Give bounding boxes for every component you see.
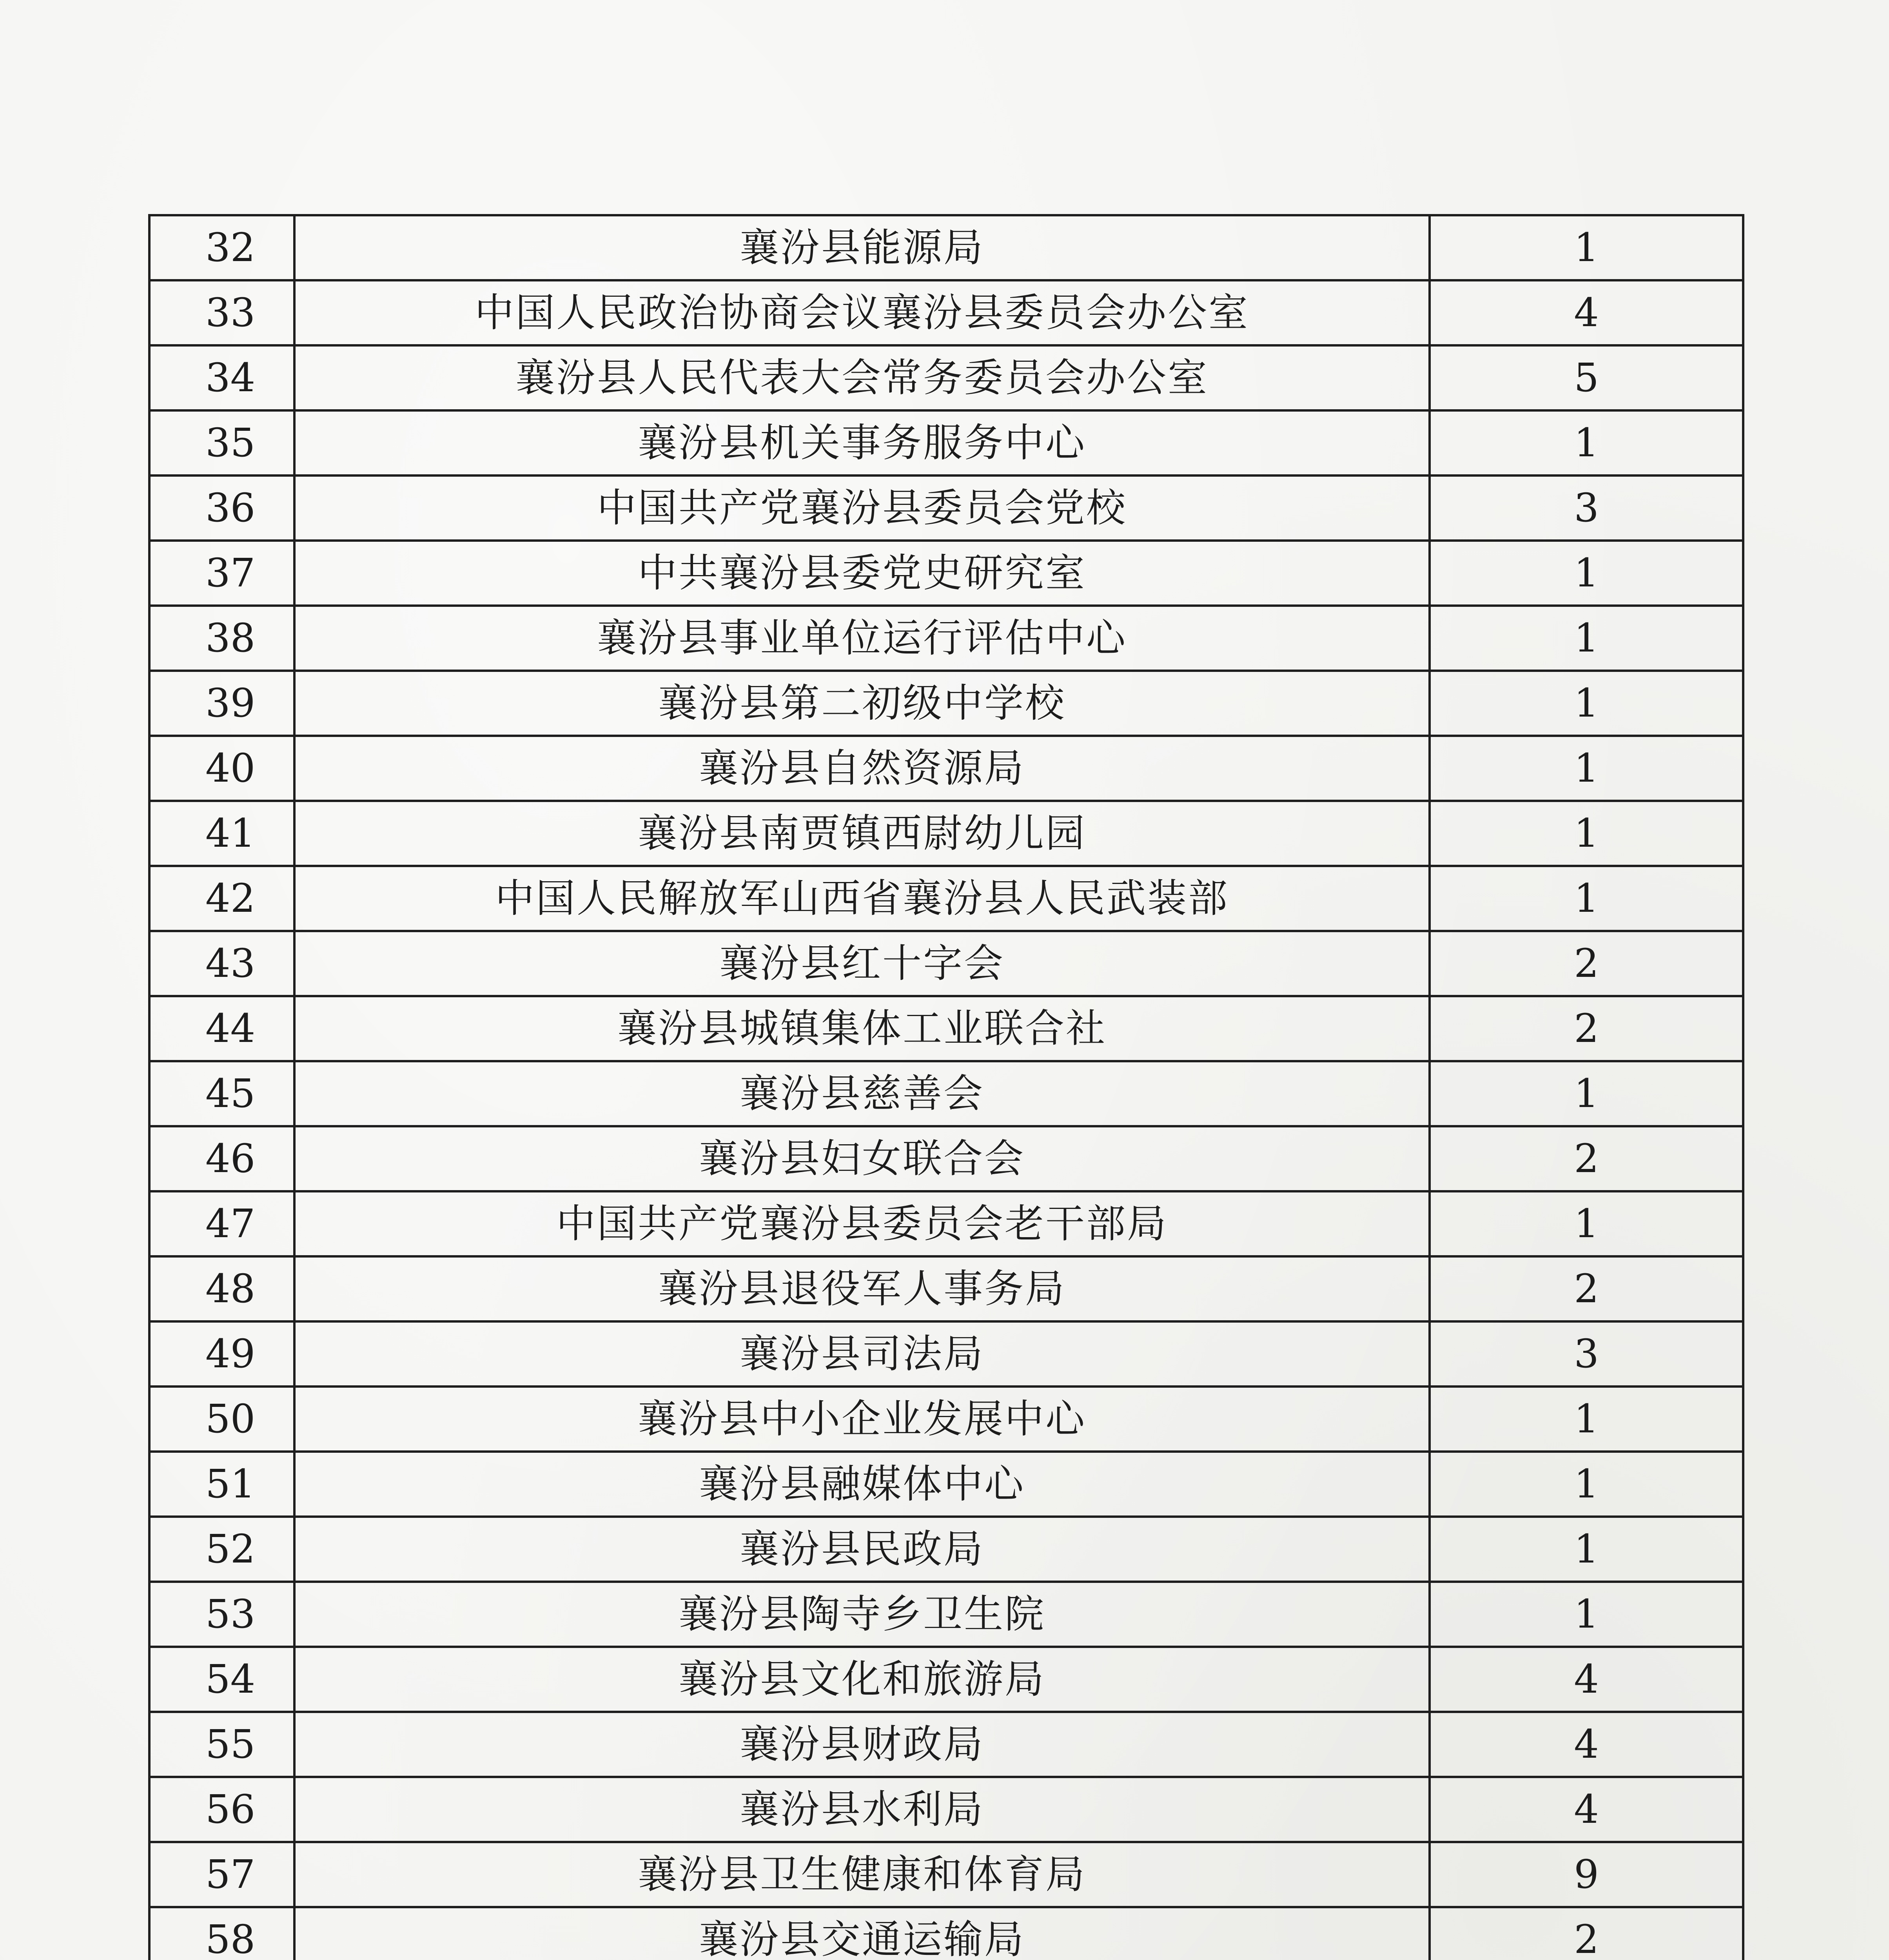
- table-row: [149, 801, 1743, 866]
- unit-name-cell: 中国共产党襄汾县委员会老干部局: [294, 1191, 1430, 1256]
- row-number-cell: 57: [149, 1842, 294, 1907]
- table-row: [149, 1061, 1743, 1126]
- unit-name-cell: 襄汾县事业单位运行评估中心: [294, 606, 1430, 671]
- row-number-cell: 53: [149, 1582, 294, 1647]
- count-cell: 4: [1430, 1712, 1743, 1777]
- row-number-cell: 49: [149, 1321, 294, 1387]
- count-cell: 2: [1430, 996, 1743, 1061]
- table-row: [149, 866, 1743, 931]
- table-row: [149, 1647, 1743, 1712]
- table-row: [149, 931, 1743, 996]
- row-number-cell: 42: [149, 866, 294, 931]
- unit-name-cell: 襄汾县财政局: [294, 1712, 1430, 1777]
- table-body: [149, 215, 1743, 1960]
- unit-name-cell: 襄汾县第二初级中学校: [294, 671, 1430, 736]
- count-cell: 4: [1430, 280, 1743, 345]
- count-cell: 5: [1430, 345, 1743, 410]
- table-row: [149, 410, 1743, 475]
- unit-count-table: [148, 214, 1744, 1960]
- row-number-cell: 46: [149, 1126, 294, 1191]
- row-number-cell: 39: [149, 671, 294, 736]
- row-number-cell: 51: [149, 1452, 294, 1517]
- row-number-cell: 50: [149, 1387, 294, 1452]
- unit-name-cell: 襄汾县妇女联合会: [294, 1126, 1430, 1191]
- unit-name-cell: 襄汾县融媒体中心: [294, 1452, 1430, 1517]
- count-cell: 1: [1430, 1191, 1743, 1256]
- unit-name-cell: 襄汾县自然资源局: [294, 736, 1430, 801]
- unit-name-cell: 襄汾县机关事务服务中心: [294, 410, 1430, 475]
- unit-name-cell: 中共襄汾县委党史研究室: [294, 541, 1430, 606]
- unit-name-cell: 襄汾县交通运输局: [294, 1907, 1430, 1960]
- unit-name-cell: 中国人民解放军山西省襄汾县人民武装部: [294, 866, 1430, 931]
- unit-name-cell: 襄汾县民政局: [294, 1517, 1430, 1582]
- count-cell: 1: [1430, 606, 1743, 671]
- row-number-cell: 58: [149, 1907, 294, 1960]
- count-cell: 9: [1430, 1842, 1743, 1907]
- count-cell: 3: [1430, 475, 1743, 541]
- count-cell: 1: [1430, 671, 1743, 736]
- count-cell: 1: [1430, 866, 1743, 931]
- table-row: [149, 541, 1743, 606]
- row-number-cell: 43: [149, 931, 294, 996]
- table-row: [149, 1321, 1743, 1387]
- row-number-cell: 52: [149, 1517, 294, 1582]
- table-row: [149, 1582, 1743, 1647]
- table-row: [149, 280, 1743, 345]
- row-number-cell: 35: [149, 410, 294, 475]
- unit-name-cell: 襄汾县卫生健康和体育局: [294, 1842, 1430, 1907]
- row-number-cell: 44: [149, 996, 294, 1061]
- unit-name-cell: 襄汾县陶寺乡卫生院: [294, 1582, 1430, 1647]
- unit-name-cell: 中国人民政治协商会议襄汾县委员会办公室: [294, 280, 1430, 345]
- row-number-cell: 41: [149, 801, 294, 866]
- count-cell: 2: [1430, 931, 1743, 996]
- table-row: [149, 671, 1743, 736]
- row-number-cell: 34: [149, 345, 294, 410]
- unit-name-cell: 襄汾县水利局: [294, 1777, 1430, 1842]
- unit-name-cell: 襄汾县城镇集体工业联合社: [294, 996, 1430, 1061]
- unit-name-cell: 襄汾县南贾镇西尉幼儿园: [294, 801, 1430, 866]
- row-number-cell: 38: [149, 606, 294, 671]
- count-cell: 1: [1430, 1387, 1743, 1452]
- table-row: [149, 1712, 1743, 1777]
- table-row: [149, 606, 1743, 671]
- row-number-cell: 45: [149, 1061, 294, 1126]
- table-row: [149, 996, 1743, 1061]
- row-number-cell: 32: [149, 215, 294, 280]
- unit-name-cell: 襄汾县中小企业发展中心: [294, 1387, 1430, 1452]
- table-row: [149, 475, 1743, 541]
- unit-name-cell: 襄汾县退役军人事务局: [294, 1256, 1430, 1321]
- unit-name-cell: 襄汾县司法局: [294, 1321, 1430, 1387]
- count-cell: 2: [1430, 1907, 1743, 1960]
- table-row: [149, 1126, 1743, 1191]
- count-cell: 4: [1430, 1777, 1743, 1842]
- row-number-cell: 54: [149, 1647, 294, 1712]
- unit-name-cell: 襄汾县文化和旅游局: [294, 1647, 1430, 1712]
- count-cell: 1: [1430, 1517, 1743, 1582]
- count-cell: 1: [1430, 736, 1743, 801]
- unit-name-cell: 襄汾县红十字会: [294, 931, 1430, 996]
- table-row: [149, 215, 1743, 280]
- count-cell: 4: [1430, 1647, 1743, 1712]
- count-cell: 1: [1430, 801, 1743, 866]
- count-cell: 1: [1430, 541, 1743, 606]
- row-number-cell: 48: [149, 1256, 294, 1321]
- table-row: [149, 1256, 1743, 1321]
- count-cell: 1: [1430, 215, 1743, 280]
- count-cell: 1: [1430, 410, 1743, 475]
- unit-name-cell: 襄汾县能源局: [294, 215, 1430, 280]
- row-number-cell: 56: [149, 1777, 294, 1842]
- row-number-cell: 37: [149, 541, 294, 606]
- row-number-cell: 33: [149, 280, 294, 345]
- unit-name-cell: 襄汾县慈善会: [294, 1061, 1430, 1126]
- count-cell: 3: [1430, 1321, 1743, 1387]
- row-number-cell: 47: [149, 1191, 294, 1256]
- count-cell: 2: [1430, 1126, 1743, 1191]
- table-row: [149, 1191, 1743, 1256]
- row-number-cell: 36: [149, 475, 294, 541]
- unit-name-cell: 襄汾县人民代表大会常务委员会办公室: [294, 345, 1430, 410]
- table-row: [149, 1387, 1743, 1452]
- table-row: [149, 1452, 1743, 1517]
- row-number-cell: 55: [149, 1712, 294, 1777]
- table-row: [149, 1842, 1743, 1907]
- count-cell: 1: [1430, 1452, 1743, 1517]
- table-row: [149, 1907, 1743, 1960]
- count-cell: 1: [1430, 1582, 1743, 1647]
- table-row: [149, 736, 1743, 801]
- unit-name-cell: 中国共产党襄汾县委员会党校: [294, 475, 1430, 541]
- table-row: [149, 1517, 1743, 1582]
- table-row: [149, 345, 1743, 410]
- table-row: [149, 1777, 1743, 1842]
- row-number-cell: 40: [149, 736, 294, 801]
- count-cell: 1: [1430, 1061, 1743, 1126]
- count-cell: 2: [1430, 1256, 1743, 1321]
